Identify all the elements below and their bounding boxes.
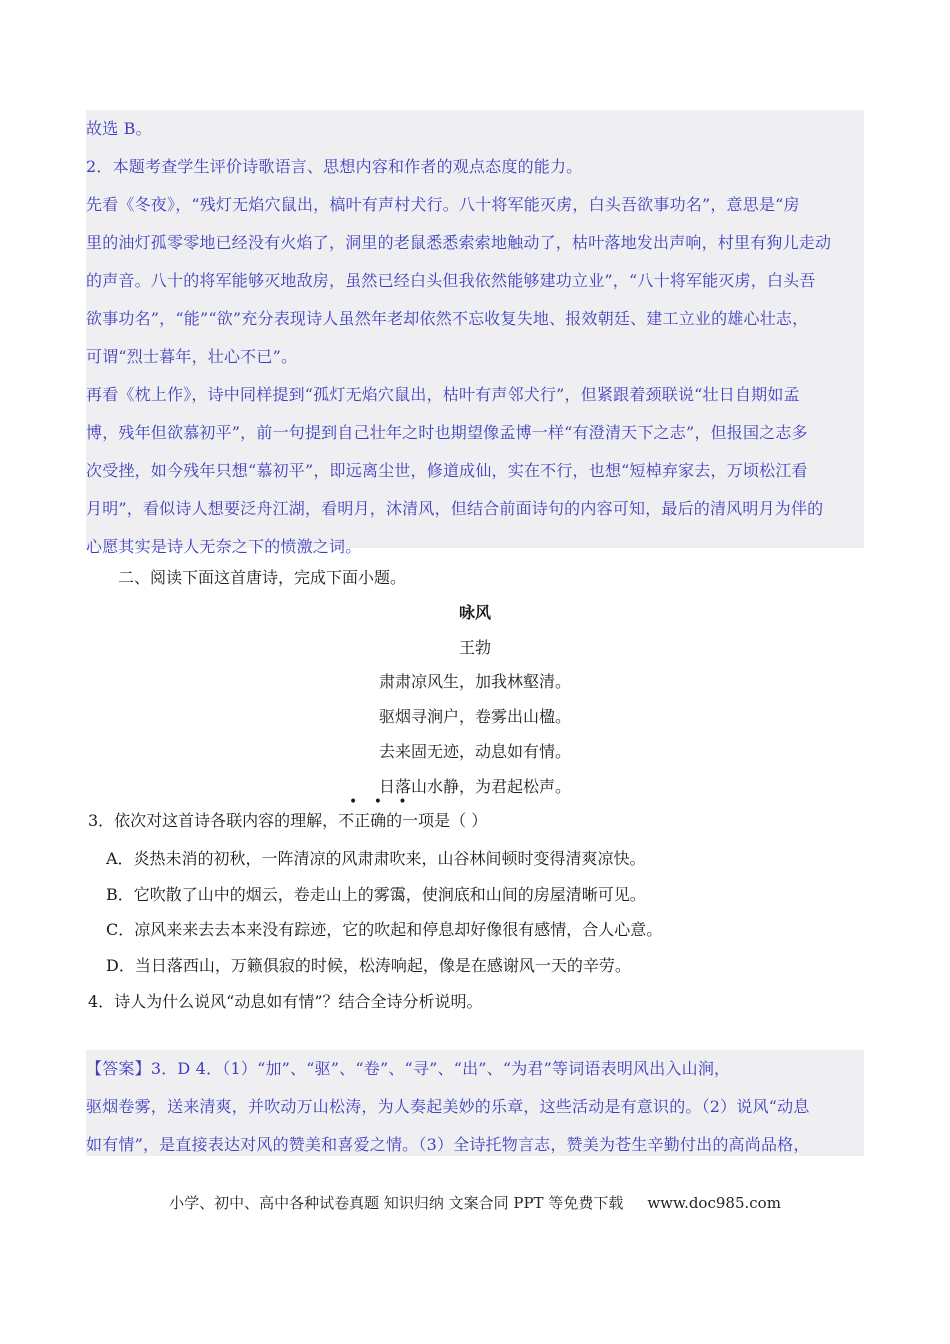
poem-line: 肃肃凉风生，加我林壑清。: [378, 672, 571, 691]
poem-line: 日落山水静，为君起松声。: [378, 777, 571, 796]
question-3-option-c: C．凉风来来去去本来没有踪迹，它的吹起和停息却好像很有感情，合人心意。: [106, 920, 663, 939]
answer-line: 欲事功名”，“能”“欲”充分表现诗人虽然年老却依然不忘收复失地、报效朝廷、建工立业的雄心壮志，: [86, 309, 809, 328]
question-3-option-b: B．它吹散了山中的烟云，卷走山上的雾霭，使涧底和山间的房屋清晰可见。: [106, 885, 646, 904]
answer-line: 可谓“烈士暮年，壮心不已”。: [86, 347, 298, 366]
answer-text: 3．D 4．（1）“加”、“驱”、“卷”、“寻”、“出”、“为君”等词语表明风出入山涧，: [150, 1059, 731, 1078]
footer-text: 小学、初中、高中各种试卷真题 知识归纳 文案合同 PPT 等免费下载: [169, 1194, 624, 1212]
answer-line: 再看《枕上作》，诗中同样提到“孤灯无焰穴鼠出，枯叶有声邻犬行”，但紧跟着颈联说“壮日自期如孟: [86, 385, 800, 404]
answer-line: 故选 B。: [86, 119, 152, 138]
answer-line: 的声音。八十的将军能够灭地敌房，虽然已经白头但我依然能够建功立业”，“八十将军能灭虏，白头吾: [86, 271, 816, 290]
answer-line: 次受挫，如今残年只想“慕初平”，即远离尘世，修道成仙，实在不行，也想“短棹弃家去，万顷松江看: [86, 461, 808, 480]
poem-author: 王勃: [458, 638, 491, 657]
poem-title: 咏风: [458, 603, 491, 622]
footer-site[interactable]: www.doc985.com: [647, 1194, 781, 1212]
question-3-option-a: A．炎热未消的初秋，一阵清凉的风肃肃吹来，山谷林间顿时变得清爽凉快。: [106, 849, 646, 868]
answer-line: 先看《冬夜》，“残灯无焰穴鼠出，槁叶有声村犬行。八十将军能灭虏，白头吾欲事功名”，意思是“房: [86, 195, 800, 214]
answer-label: 【答案】: [86, 1059, 151, 1078]
poem-line: 驱烟寻涧户，卷雾出山楹。: [378, 707, 571, 726]
answer-box: [86, 1050, 864, 1156]
question-4-stem: 4．诗人为什么说风“动息如有情”？结合全诗分析说明。: [88, 992, 483, 1011]
answer-line: 月明”，看似诗人想要泛舟江湖，看明月，沐清风，但结合前面诗句的内容可知，最后的清风明月为伴的: [86, 499, 824, 518]
question-3-option-d: D．当日落西山，万籁俱寂的时候，松涛响起，像是在感谢风一天的辛劳。: [106, 956, 631, 975]
poem-line: 去来固无迹，动息如有情。: [378, 742, 571, 761]
page-footer: [0, 1192, 950, 1213]
answer-line: 里的油灯孤零零地已经没有火焰了，洞里的老鼠悉悉索索地触动了，枯叶落地发出声响，村里有狗儿走动: [86, 233, 832, 252]
section-heading: 二、阅读下面这首唐诗，完成下面小题。: [118, 568, 407, 587]
answer-line: 如有情”，是直接表达对风的赞美和喜爱之情。（3）全诗托物言志，赞美为苍生辛勤付出的高尚品格，: [86, 1135, 810, 1154]
question-3-stem: 3．依次对这首诗各联内容的理解，不正确的一项是（ ）: [88, 811, 488, 830]
emphasis-dots: • • •: [349, 794, 413, 810]
answer-line: 心愿其实是诗人无奈之下的愤激之词。: [86, 537, 362, 556]
answer-line: 2．本题考查学生评价诗歌语言、思想内容和作者的观点态度的能力。: [86, 157, 583, 176]
answer-line: 驱烟卷雾，送来清爽，并吹动万山松涛，为人奏起美妙的乐章，这些活动是有意识的。（2）说风“动息: [86, 1097, 810, 1116]
answer-explanation-box: [86, 110, 864, 556]
answer-line: [86, 1050, 864, 1088]
answer-line: 博，残年但欲慕初平”，前一句提到自己壮年之时也期望像孟博一样“有澄清天下之志”，但报国之志多: [86, 423, 808, 442]
